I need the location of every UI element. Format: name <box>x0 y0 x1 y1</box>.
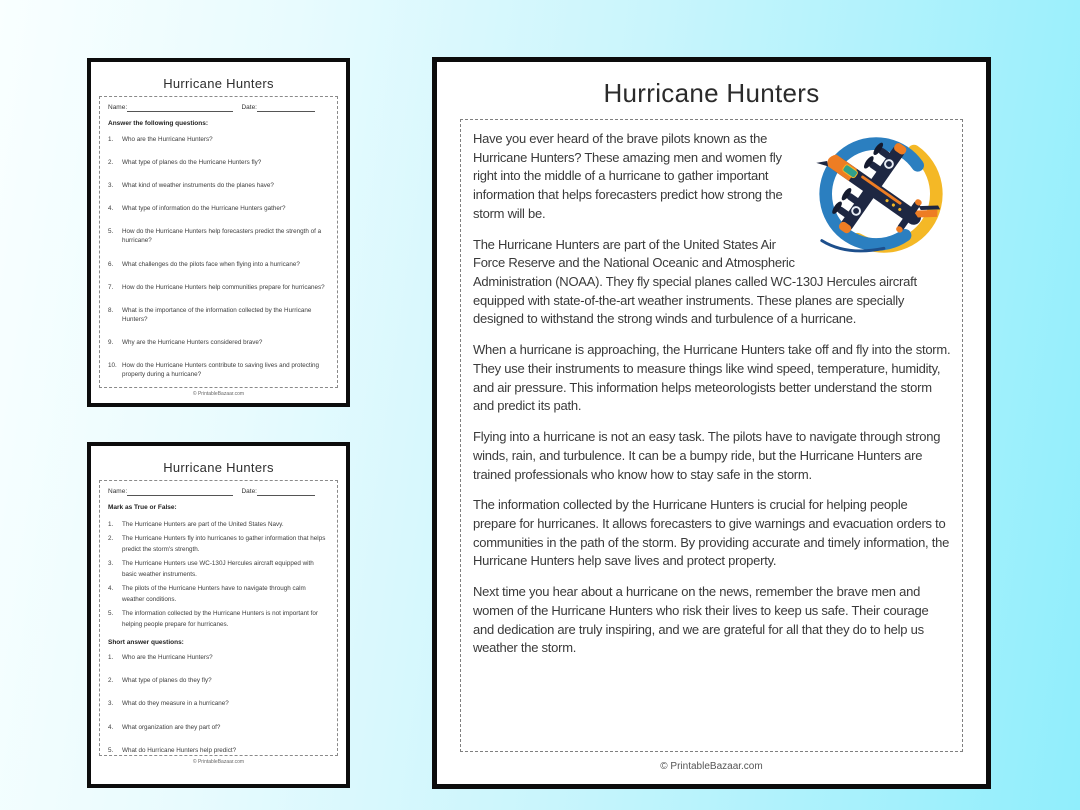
date-blank-line <box>257 490 315 496</box>
worksheet1-footer: © PrintableBazaar.com <box>192 391 245 397</box>
question-item: 6. What challenges do the pilots face when flying into a hurricane? <box>108 260 300 268</box>
name-blank-line <box>127 490 233 496</box>
passage-footer: © PrintableBazaar.com <box>660 761 763 772</box>
passage-paragraph: The Hurricane Hunters are part of the United States Air Force Reserve and the National Oceanic and Atmospheric Administration (NOAA). They fly special planes called WC-130J Hercules aircraft equipped with state-of-the-art weather instruments. These planes are specially designed to withstand the strong winds and turbulence of a hurricane. <box>473 236 917 327</box>
name-label: Name: <box>108 488 128 495</box>
question-item: 1. Who are the Hurricane Hunters? <box>108 135 213 143</box>
name-date-row <box>108 487 329 496</box>
name-label: Name: <box>108 104 128 111</box>
name-blank-line <box>127 106 233 112</box>
sa-item: 5. What do Hurricane Hunters help predict? <box>108 746 237 754</box>
sa-item: 4. What organization are they part of? <box>108 723 221 731</box>
tf-item: 5. The information collected by the Hurricane Hunters is not important for helping people prepare for hurricanes. <box>108 610 318 629</box>
worksheet1-dashed-box <box>99 96 338 388</box>
reading-passage-page <box>432 57 991 789</box>
worksheet2-footer: © PrintableBazaar.com <box>192 759 245 765</box>
passage-paragraph: The information collected by the Hurricane Hunters is crucial for helping people prepare for hurricanes. It allows forecasters to give warnings and evacuation orders to communities in the path of the storm. By providing accurate and timely information, the Hurricane Hunters help save lives and protect property. <box>473 497 950 569</box>
tf-item: 3. The Hurricane Hunters use WC-130J Hercules aircraft equipped with basic weather instruments. <box>108 559 314 579</box>
date-label: Date: <box>241 488 257 495</box>
date-label: Date: <box>241 104 257 111</box>
passage-paragraph: When a hurricane is approaching, the Hurricane Hunters take off and fly into the storm. They use their instruments to measure things like wind speed, temperature, humidity, and air pressure. This information helps meteorologists better understand the storm and predict its path. <box>473 342 951 414</box>
true-false-worksheet-page <box>87 442 350 788</box>
passage-dashed-box <box>460 119 963 752</box>
question-item: 7. How do the Hurricane Hunters help communities prepare for hurricanes? <box>108 283 325 291</box>
tf-item: 4. The pilots of the Hurricane Hunters have to navigate through calm weather conditions. <box>108 584 306 604</box>
tf-item: 2. The Hurricane Hunters fly into hurricanes to gather information that helps predict the storm's strength. <box>108 534 326 553</box>
passage-paragraph: Have you ever heard of the brave pilots known as the Hurricane Hunters? These amazing men and women fly right into the middle of a hurricane to gather important information that helps forecasters predict how strong the storm will be. <box>473 131 783 221</box>
sa-item: 1. Who are the Hurricane Hunters? <box>108 654 213 662</box>
worksheet2-truefalse-heading: Mark as True or False: <box>108 504 177 512</box>
name-date-row <box>108 103 329 112</box>
passage-title: Hurricane Hunters <box>603 78 820 108</box>
questions-worksheet-page <box>87 58 350 407</box>
worksheet1-title: Hurricane Hunters <box>163 76 274 91</box>
passage-paragraph: Flying into a hurricane is not an easy task. The pilots have to navigate through strong winds, rain, and turbulence. It can be a bumpy ride, but the Hurricane Hunters are trained professionals who know how to stay safe in the storm. <box>473 429 941 482</box>
question-item: 3. What kind of weather instruments do the planes have? <box>108 182 274 190</box>
worksheet2-shortanswer-heading: Short answer questions: <box>108 638 184 646</box>
hurricane-hunters-plane-icon <box>808 128 954 260</box>
question-item: 5. How do the Hurricane Hunters help forecasters predict the strength of a hurricane? <box>108 228 322 245</box>
tf-item: 1. The Hurricane Hunters are part of the United States Navy. <box>108 520 284 528</box>
worksheet2-title: Hurricane Hunters <box>163 460 274 475</box>
worksheet2-dashed-box <box>99 480 338 756</box>
question-item: 10. How do the Hurricane Hunters contribute to saving lives and protecting property during a hurricane? <box>108 362 320 379</box>
sa-item: 3. What do they measure in a hurricane? <box>108 700 229 708</box>
question-item: 9. Why are the Hurricane Hunters considered brave? <box>108 339 263 347</box>
question-item: 2. What type of planes do the Hurricane Hunters fly? <box>108 158 262 166</box>
passage-paragraph: Next time you hear about a hurricane on the news, remember the brave men and women of the Hurricane Hunters who risk their lives to keep us safe. Their courage and dedication are truly inspiring, and we are grateful for all that they do to help us weather the storm. <box>473 584 929 656</box>
worksheet1-section-heading: Answer the following questions: <box>108 120 209 128</box>
date-blank-line <box>257 106 315 112</box>
question-item: 4. What type of information do the Hurricane Hunters gather? <box>108 205 286 213</box>
question-item: 8. What is the importance of the information collected by the Hurricane Hunters? <box>108 306 312 323</box>
sa-item: 2. What type of planes do they fly? <box>108 677 212 685</box>
